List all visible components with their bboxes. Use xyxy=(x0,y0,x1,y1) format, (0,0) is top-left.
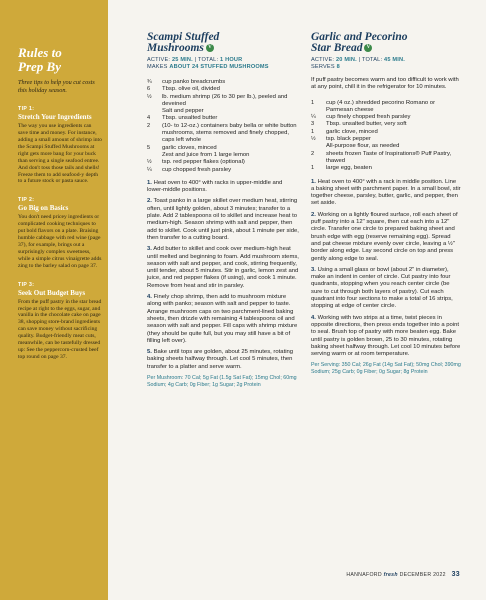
ingredient-qty: 4 xyxy=(147,115,151,122)
total-value: 1 HOUR xyxy=(220,57,243,63)
ingredient-row xyxy=(311,114,461,121)
makes-value: ABOUT 24 STUFFED MUSHROOMS xyxy=(169,64,269,70)
ingredient-text: Tbsp. unsalted butter xyxy=(162,115,218,122)
ingredient-text: cup chopped fresh parsley xyxy=(162,166,232,173)
nutrition-info: Per Mushroom: 70 Cal; 5g Fat (1.5g Sat Fat); 15mg Chol; 60mg Sodium; 4g Carb; 0g Fiber; 1g Sugar; 2g Protein xyxy=(147,374,297,388)
ingredient-text: lb. medium shrimp (26 to 30 per lb.), peeled and deveined xyxy=(162,93,288,107)
recipe-scampi-mushrooms xyxy=(147,32,299,388)
step-text: Working with two strips at a time, twist pieces in opposite directions, then press ends together into a point to seal. Brush top of pastry with more beaten egg. Bake until pastry is golden brown, 25 to 30 minutes, rotating baking sheet halfway through. Let cool 10 minutes before serving warm or at room temperature. xyxy=(311,314,461,358)
step-number: 4. xyxy=(147,294,152,301)
step-text: Bake until tops are golden, about 25 minutes, rotating baking sheets halfway through. Let cool 5 minutes, then transfer to a platter and serve warm. xyxy=(147,349,294,370)
serves-label: SERVES xyxy=(311,64,335,70)
nutrition-info: Per Serving: 350 Cal; 26g Fat (14g Sat Fat); 50mg Chol; 390mg Sodium; 25g Carb; 0g Fiber; 0g Sugar; 8g Protein xyxy=(311,362,461,375)
active-label: ACTIVE: xyxy=(311,57,335,63)
ingredient-qty: ¾ xyxy=(147,79,152,85)
recipe-step xyxy=(147,246,299,290)
recipe-title-line2: Mushrooms xyxy=(147,42,204,54)
active-label: ACTIVE: xyxy=(147,57,171,63)
ingredient-text: sheets frozen Taste of Inspirations® Puff Pastry, thawed xyxy=(326,150,452,164)
step-number: 4. xyxy=(311,314,316,321)
recipe-step xyxy=(147,180,299,195)
recipe-title-line1: Scampi Stuffed xyxy=(147,31,220,43)
ingredient-qty: 2 xyxy=(311,150,315,157)
step-number: 5. xyxy=(147,349,152,356)
ingredient-row xyxy=(311,165,461,172)
step-number: 2. xyxy=(147,198,152,205)
step-text: Using a small glass or bowl (about 2" in diameter), make an indent in center of circle. Cut pastry into four quadrants, stopping when you reach center circle (be sure to cut through both layers of pastry). Cut each quadrant into four sections to make a total of 16 strips, stopping at edge of center circle. xyxy=(311,266,453,310)
ingredient-row xyxy=(311,143,461,150)
step-number: 3. xyxy=(311,266,316,273)
recipe-title-line1: Garlic and Pecorino xyxy=(311,31,408,43)
recipe-yield xyxy=(147,64,299,71)
tip-body: From the puff pastry in the star bread recipe at right to the eggs, sugar, and vanilla in the chocolate cake on page 38, shopping store-brand ingredients can save money without sacrificing quality. Budget-friendly meat cuts, meanwhile, can be tastefully dressed up: See the peppercorn-crusted beef top round on page 37. xyxy=(18,298,102,360)
ingredient-row xyxy=(311,151,461,166)
step-text: Heat oven to 400° with a rack in middle position. Line a baking sheet with parchment paper. In a small bowl, stir together cheese, parsley, butter, garlic, and pepper, then set aside. xyxy=(311,178,461,207)
tip-heading: Stretch Your Ingredients xyxy=(18,113,92,122)
ingredient-qty xyxy=(147,108,162,115)
tips-sidebar xyxy=(0,0,108,600)
vegetarian-icon: V xyxy=(364,44,372,52)
step-number: 1. xyxy=(147,179,152,186)
recipe-yield xyxy=(311,64,461,71)
tip-body: You don't need pricey ingredients or complicated cooking techniques to put bold flavors on a plate. Braising humble cabbage with red wine (page 37), for example, brings out a surprisingly complex sweetness, while a simple citrus vinaigrette adds zing to the barley salad on page 37. xyxy=(18,214,102,269)
ingredient-row xyxy=(147,159,299,166)
ingredient-row xyxy=(147,167,299,174)
ingredient-row xyxy=(311,121,461,128)
ingredient-qty: ¼ xyxy=(311,114,316,121)
ingredient-text: Tbsp. unsalted butter, very soft xyxy=(326,121,407,128)
sidebar-intro: Three tips to help you cut costs this holiday season. xyxy=(18,79,95,94)
ingredient-row xyxy=(311,100,461,115)
makes-label: MAKES xyxy=(147,64,168,70)
step-text: Finely chop shrimp, then add to mushroom mixture along with panko; season with salt and pepper to taste. Arrange mushroom caps on two parchment-lined baking sheets, then drizzle with remaining 4 tablespoons oil and season with salt and pepper. Fill caps with shrimp mixture (they should be quite full, but you may still have a bit of filling left over). xyxy=(147,294,298,344)
ingredient-qty: 3 xyxy=(311,121,315,128)
sidebar-title-line2: Prep By xyxy=(18,59,61,74)
step-text: Working on a lightly floured surface, roll each sheet of puff pastry into a 12" square, then cut each into a 12" circle. Transfer one circle to prepared baking sheet and brush edge with egg (reserve remaining egg). Spread and pat cheese mixture evenly over circle, leaving a ½" border along edge. Lay second circle on top and press gently along edge to seal. xyxy=(311,211,458,262)
recipe-step xyxy=(147,294,299,345)
ingredient-text: Zest and juice from 1 large lemon xyxy=(162,151,250,158)
step-text: Toast panko in a large skillet over medium heat, stirring often, until lightly golden, about 3 minutes; transfer to a plate. Add 2 tablespoons oil to skillet and increase heat to medium-high. Season shrimp with salt and pepper, then add to skillet. Cook until just pink, about 1 minute per side, then transfer to a cutting board. xyxy=(147,198,299,241)
ingredient-row xyxy=(311,129,461,136)
ingredient-qty xyxy=(311,143,326,150)
ingredient-row xyxy=(147,108,299,115)
vegetarian-icon: V xyxy=(206,44,214,52)
tip-label: TIP 3: xyxy=(18,281,35,288)
recipe-step xyxy=(311,315,461,359)
recipe-step xyxy=(147,349,299,371)
footer-issue: DECEMBER 2022 xyxy=(399,572,446,578)
ingredient-list xyxy=(147,79,299,174)
tip-label: TIP 1: xyxy=(18,106,35,113)
total-value: 45 MIN. xyxy=(384,57,405,63)
active-value: 20 MIN. xyxy=(335,57,357,63)
tip-label: TIP 2: xyxy=(18,197,35,204)
footer-brand: HANNAFORD xyxy=(346,572,382,578)
tip-body: The way you use ingredients can save time and money. For instance, adding a small amount of shrimp into the Scampi Stuffed Mushrooms at right gets more bang for your buck than serving a single seafood entree. And don't toss those tails and shells! Freeze them to add seafood-y depth to a future stock or pasta sauce. xyxy=(18,123,102,185)
ingredient-qty: 1 xyxy=(311,99,315,106)
ingredient-text: garlic clove, minced xyxy=(326,128,378,135)
ingredient-qty: 5 xyxy=(147,144,151,151)
recipe-title xyxy=(311,32,461,54)
ingredient-qty: ¼ xyxy=(147,166,152,173)
recipe-step xyxy=(311,267,461,311)
ingredient-row xyxy=(147,115,299,122)
tip-1 xyxy=(18,106,102,185)
serves-value: 8 xyxy=(336,64,340,70)
step-number: 3. xyxy=(147,246,152,253)
ingredient-row xyxy=(147,145,299,152)
ingredient-text: cup panko breadcrumbs xyxy=(162,79,226,85)
recipe-times: ACTIVE: 20 MIN. | TOTAL: 45 MIN. xyxy=(311,57,405,63)
ingredient-qty: 1 xyxy=(311,128,315,135)
recipe-star-bread xyxy=(311,32,461,376)
ingredient-row xyxy=(147,123,299,145)
active-value: 25 MIN. xyxy=(171,57,193,63)
ingredient-row xyxy=(147,94,299,109)
total-label: TOTAL: xyxy=(361,57,383,63)
ingredient-text: garlic cloves, minced xyxy=(162,144,217,151)
step-number: 1. xyxy=(311,178,316,185)
recipe-step xyxy=(311,179,461,208)
tip-2 xyxy=(18,197,102,269)
tip-3 xyxy=(18,282,102,361)
ingredient-row xyxy=(147,79,299,86)
ingredient-text: Tbsp. olive oil, divided xyxy=(162,86,220,93)
ingredient-text: tsp. black pepper xyxy=(326,136,371,143)
page-number: 33 xyxy=(451,571,460,578)
ingredient-qty: ½ xyxy=(147,159,152,166)
ingredient-qty: 2 xyxy=(147,122,151,129)
ingredient-qty: ½ xyxy=(311,136,316,143)
ingredient-row xyxy=(147,86,299,93)
footer-magazine: fresh xyxy=(383,572,398,578)
page-footer xyxy=(320,571,460,578)
recipe-step xyxy=(311,212,461,263)
tip-heading: Seek Out Budget Buys xyxy=(18,288,86,297)
ingredient-text: cup finely chopped fresh parsley xyxy=(326,114,411,121)
recipe-times: ACTIVE: 25 MIN. | TOTAL: 1 HOUR xyxy=(147,57,243,63)
step-text: Add butter to skillet and cook over medium-high heat until melted and beginning to foam. Add mushroom stems, season with salt and pepper, and cook, stirring frequently, until tender, about 5 minutes. Stir in garlic, lemon zest and juice, and red pepper flakes (if using), and cook 1 minute. Remove from heat and stir in parsley. xyxy=(147,246,299,289)
ingredient-list xyxy=(311,100,461,173)
ingredient-text: large egg, beaten xyxy=(326,165,372,172)
ingredient-text: All-purpose flour, as needed xyxy=(326,143,400,150)
sidebar-title-line1: Rules to xyxy=(18,45,62,60)
sidebar-content xyxy=(18,46,102,373)
ingredient-text: Salt and pepper xyxy=(162,108,204,115)
sidebar-title xyxy=(18,46,102,74)
recipe-title-line2: Star Bread xyxy=(311,42,363,54)
ingredient-text: tsp. red pepper flakes (optional) xyxy=(162,159,245,166)
ingredient-text: cup (4 oz.) shredded pecorino Romano or Parmesan cheese xyxy=(326,99,436,113)
recipe-title xyxy=(147,32,299,54)
step-number: 2. xyxy=(311,211,316,218)
ingredient-text: (10- to 12-oz.) containers baby bella or white button mushrooms, stems removed and finely chopped, caps left whole xyxy=(162,122,297,144)
ingredient-qty: 6 xyxy=(147,86,151,93)
total-label: TOTAL: xyxy=(197,57,219,63)
ingredient-qty: ½ xyxy=(147,93,152,100)
recipe-note: If puff pastry becomes warm and too difficult to work with at any point, chill it in the refrigerator for 10 minutes. xyxy=(311,77,459,91)
recipe-step xyxy=(147,198,299,242)
ingredient-row xyxy=(311,136,461,143)
step-text: Heat oven to 400° with racks in upper-middle and lower-middle positions. xyxy=(147,179,283,194)
ingredient-row xyxy=(147,152,299,159)
ingredient-qty: 1 xyxy=(311,165,315,172)
tip-heading: Go Big on Basics xyxy=(18,204,69,213)
